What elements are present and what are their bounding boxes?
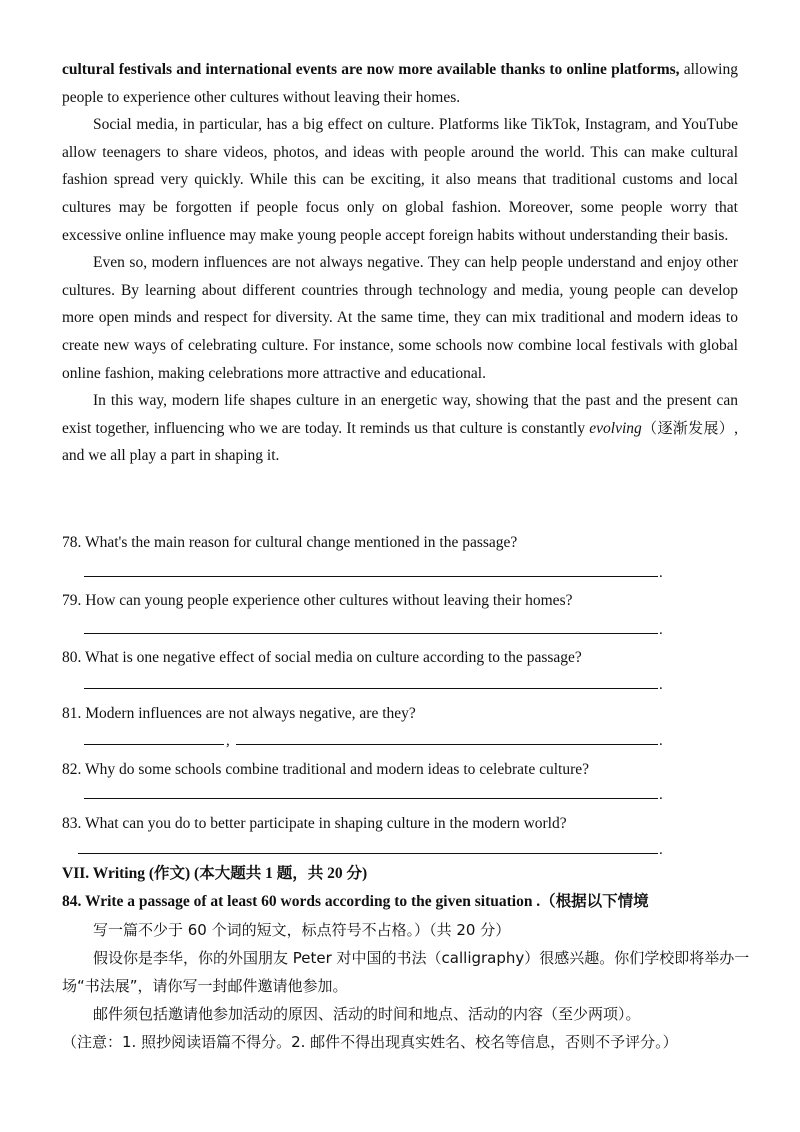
passage-text-end: , and we all play a part in shaping it. bbox=[62, 419, 739, 465]
answer-line-79[interactable] bbox=[84, 633, 658, 634]
question-81: 81. Modern influences are not always negative, are they? bbox=[62, 705, 416, 722]
passage-paragraph-2: Even so, modern influences are not always negative. They can help people understand and enjoy other cultures. By learning about different countries through technology and media, young people can develop more open minds and respect for diversity. At the same time, they can mix traditional and modern ideas to create new ways of celebrating culture. For instance, some schools now combine local festivals with global online fashion, making celebrations more attractive and educational. bbox=[62, 254, 738, 382]
answer-period: . bbox=[659, 565, 663, 581]
answer-line-83[interactable] bbox=[78, 853, 658, 854]
question-80: 80. What is one negative effect of social media on culture according to the passage? bbox=[62, 649, 582, 666]
answer-line-80[interactable] bbox=[84, 688, 658, 689]
passage-paragraph-3 bbox=[62, 387, 738, 470]
answer-line-78[interactable] bbox=[84, 576, 658, 577]
answer-comma: , bbox=[226, 733, 230, 749]
passage-gloss: （逐渐发展） bbox=[641, 418, 735, 437]
question-79: 79. How can young people experience other cultures without leaving their homes? bbox=[62, 592, 573, 609]
answer-period: . bbox=[659, 787, 663, 803]
passage-italic-word: evolving bbox=[589, 419, 642, 437]
passage-text: In this way, modern life shapes culture in an energetic way, showing that the past and the present can exist together, influencing who we are today. It reminds us that culture is constantly bbox=[62, 392, 738, 437]
writing-heading: VII. Writing (作文) (本大题共 1 题，共 20 分) bbox=[62, 865, 368, 882]
question-83: 83. What can you do to better participate in shaping culture in the modern world? bbox=[62, 815, 567, 832]
passage-paragraph-1: Social media, in particular, has a big effect on culture. Platforms like TikTok, Instagram, and YouTube allow teenagers to share videos, photos, and ideas with people around the world. This can make cultural fashion spread very quickly. While this can be exciting, it also means that traditional customs and local cultures may be forgotten if people focus only on global fashion. Moreover, some people worry that excessive online influence may make young people accept foreign habits without understanding their basis. bbox=[62, 116, 738, 244]
writing-task-cont: 写一篇不少于 60 个词的短文，标点符号不占格。）（共 20 分） bbox=[93, 921, 511, 939]
writing-section bbox=[62, 860, 752, 1056]
answer-line-81-a[interactable] bbox=[84, 744, 224, 745]
passage-paragraph-0 bbox=[62, 56, 738, 111]
writing-requirements: 邮件须包括邀请他参加活动的原因、活动的时间和地点、活动的内容（至少两项）。 bbox=[93, 1005, 641, 1023]
reading-passage bbox=[62, 56, 738, 470]
answer-period: . bbox=[659, 677, 663, 693]
passage-bold-sentence: cultural festivals and international events are now more available thanks to online platforms, bbox=[62, 61, 680, 78]
answer-period: . bbox=[659, 842, 663, 858]
answer-period: . bbox=[659, 622, 663, 638]
writing-task: 84. Write a passage of at least 60 words according to the given situation .（根据以下情境 bbox=[62, 893, 649, 910]
answer-line-82[interactable] bbox=[84, 798, 658, 799]
question-78: 78. What's the main reason for cultural change mentioned in the passage? bbox=[62, 534, 518, 551]
passage-sentence: allowing people to experience other cultures without leaving their homes. bbox=[62, 61, 738, 106]
question-82: 82. Why do some schools combine traditional and modern ideas to celebrate culture? bbox=[62, 761, 589, 778]
answer-period: . bbox=[659, 733, 663, 749]
writing-note: （注意：1. 照抄阅读语篇不得分。2. 邮件不得出现真实姓名、校名等信息，否则不予评分。） bbox=[62, 1033, 678, 1051]
writing-situation: 假设你是李华，你的外国朋友 Peter 对中国的书法（calligraphy）很感兴趣。你们学校即将举办一场“书法展”，请你写一封邮件邀请他参加。 bbox=[62, 949, 750, 995]
answer-line-81-b[interactable] bbox=[236, 744, 658, 745]
